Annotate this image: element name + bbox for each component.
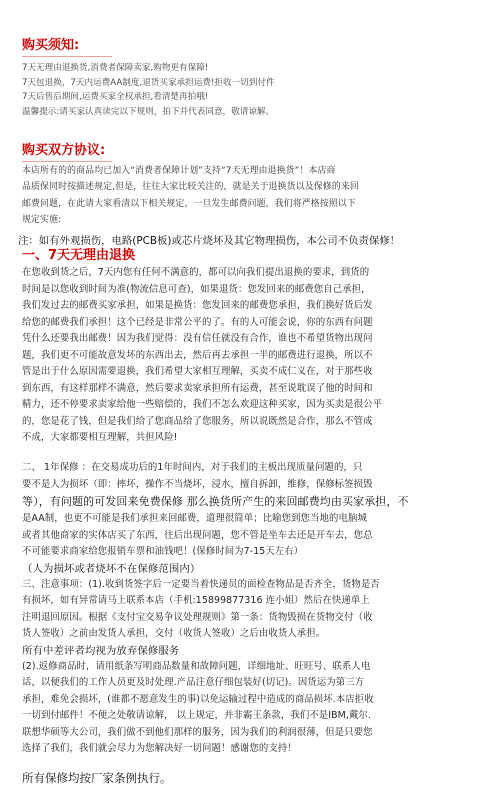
warranty-exclusion: （人为损坏或者烧坏不在保修范围内） — [22, 562, 201, 575]
notice-line: 7天后售后期间,运费买家全权承担,看清楚再拍哦! — [22, 92, 209, 102]
repair-line: 承担，难免会损坏，(谁都不愿意发生的事)以免运输过程中造成的商品损坏.本店拒收 — [22, 693, 374, 705]
repair-line: 联想华硕等大公司，我们做不到他们那样的服务，因为我们的利润很薄，但是只要您 — [22, 726, 373, 738]
warranty-line: 等），有问题的可发回来免费保修 那么换货所产生的来回邮费均由买家承担，不 — [22, 495, 409, 508]
footer-note: 所有保修均按厂家条例执行。 — [22, 771, 172, 785]
return-line: 不成，大家都要相互理解，共担风险! — [22, 432, 178, 443]
notice-line: 7天包退换，7天内运费AA制度,退货买家承担运费!拒收一切到付件 — [22, 77, 275, 88]
return-policy-title: 一、7天无理由退换 — [22, 248, 136, 263]
return-line: 给您的邮费我们承担！这个已经是非常公平的了。有的人可能会说，你的东西有问题 — [22, 316, 373, 328]
purchase-notice-title: 购买须知: — [22, 38, 80, 53]
agreement-line: 本店所有的的商品均已加入“消费者保障计划”支持“7天无理由退换货”！本店商 — [22, 166, 336, 176]
damage-notice: 注：如有外观损伤，电路(PCB板)或芯片烧坏及其它物理损伤，本公司不负责保修！ — [18, 235, 401, 247]
return-line: 凭什么还要我出邮费！因为我们觉得：没有信任就没有合作，谁也不希望货物出现问 — [22, 333, 373, 344]
return-policy-paragraph — [22, 265, 484, 447]
notes-line: 三、注意事项：(1).收到货签字后一定要当着快递员的面检查物品是否齐全，货物是否 — [22, 578, 380, 590]
notice-line: 温馨提示:请买家认真读完以下规则，拍下并代表同意，敬请谅解。 — [22, 106, 275, 117]
repair-line: 选择了我们，我们就会尽力为您解决好一切问题！感谢您的支持！ — [22, 743, 297, 754]
purchase-notice-list — [22, 61, 484, 119]
warranty-line: 是AA制，也更不可能是我们承担来回邮费，道理很简单；比喻您到您当地的电脑城 — [22, 513, 367, 524]
repair-line: 话，以便我们的工作人员更及时处理.产品注意仔细包装好(切记)。因货运为第三方 — [22, 677, 365, 688]
warranty-line: 或者其他商家的实体店买了东西，往后出现问题，您不管是坐车去还是开车去，您总 — [22, 529, 373, 541]
agreement-line: 品质保同时按描述规定,但是，往往大家比较关注的，就是关于退换货以及保修的来回 — [22, 182, 359, 193]
warranty-line: 不可能要求商家给您报销车票和油钱吧！(保修时间为7-15天左右） — [22, 546, 304, 557]
return-line: 在您收到货之后，7天内您有任何不满意的，都可以向我们提出退换的要求，到货的 — [22, 267, 370, 278]
return-line: 管是出于什么原因需要退换，我们希望大家相互理解，买卖不成仁义在，对于那些收 — [22, 366, 373, 377]
title-underline — [22, 161, 112, 162]
return-line: 的，您是花了钱，但是我们给了您商品给了您服务，所以说既然是合作，那么不管成 — [22, 415, 373, 427]
notes-line: 货人签收）之前由发货人承担，交付（收货人签收）之后由收货人承担。 — [22, 628, 326, 639]
agreement-line: 规定实施: — [22, 215, 62, 226]
title-underline — [22, 56, 112, 57]
agreement-line: 邮费问题，在此请大家看清以下相关规定，一旦发生邮费问题，我们将严格按照以下 — [22, 198, 356, 209]
warranty-paragraph — [22, 460, 484, 758]
bad-review-notice: 所有中差评者均视为放弃保修服务 — [22, 644, 180, 657]
agreement-title: 购买双方协议: — [22, 143, 106, 158]
notice-line: 7天无理由退换货,消费者保障卖家,购物更有保障! — [22, 63, 209, 73]
notes-line: 有损坏，如有异常请马上联系本店（手机:15899877316 连小姐）然后在快递单上 — [22, 595, 370, 606]
repair-line: (2).返修商品时，请用纸条写明商品数量和故障问题，详细地址、旺旺号、联系人电 — [22, 660, 371, 672]
return-line: 题，我们更不可能故意发坏的东西出去，然后再去承担一半的邮费进行退换，所以不 — [22, 349, 373, 361]
repair-line: 一切到付邮件！不便之处敬请谅解， 以上规定，并非霸王条款，我们不是IBM,戴尔. — [22, 710, 371, 721]
return-line: 时间是以您收到时间为准(物流信息可查)，如果退货：您发回来的邮费您自己承担， — [22, 283, 371, 295]
warranty-line: 要不是人为损坏（即：摔坏，操作不当烧坏，浸水，擅自拆卸，维修，保修标签损毁 — [22, 478, 373, 490]
agreement-paragraph — [22, 163, 484, 229]
notes-line: 注明退回原因。根据《支付宝交易争议处理规则》第一条：货物毁损在货物交付（收 — [22, 611, 373, 623]
return-line: 我们发过去的邮费买家承担，如果是换货：您发回来的邮费您承担，我们换好货后发 — [22, 300, 373, 311]
return-line: 到东西，有这样那样不满意，然后要求卖家承担所有运费，甚至说耽误了他的时间和 — [22, 382, 373, 394]
return-line: 精力，还不停要求卖家给他一些赔偿的，我们不怎么欢迎这种买家，因为买卖是很公平 — [22, 399, 383, 410]
warranty-line: 二、 1年保修 ：在交易成功后的1年时间内，对于我们的主板出现质量问题的，只 — [22, 462, 363, 473]
